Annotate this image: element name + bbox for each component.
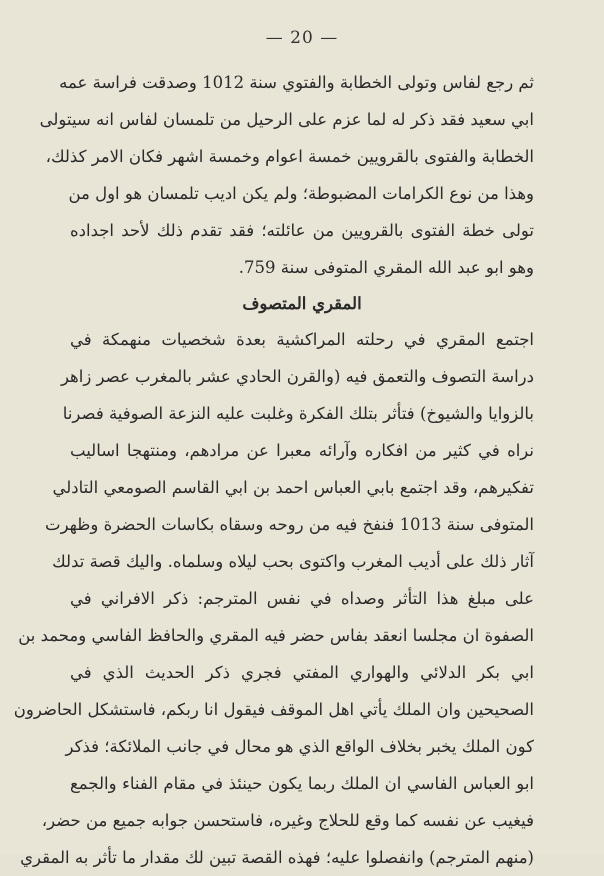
text-line: ابي بكر الدلائي والهواري المفتي فجري ذكر الحديث الذي في [70, 663, 534, 682]
text-line: وهذا من نوع الكرامات المضبوطة؛ ولم يكن اديب تلمسان هو اول من [68, 184, 534, 203]
text-line: ابو العباس الفاسي ان الملك ربما يكون حينئذ في مقام الفناء والجمع [70, 774, 534, 793]
text-line: الخطابة والفتوى بالقرويين خمسة اعوام وخمسة اشهر فكان الامر كذلك، [45, 147, 534, 166]
text-line: على مبلغ هذا التأثر وصداه في نفس المترجم: ذكر الافراني في [70, 589, 534, 608]
text-line: (منهم المترجم) وانفصلوا عليه؛ فهذه القصة تبين لك مقدار ما تأثر به المقري [20, 848, 534, 867]
text-line: ثم رجع لفاس وتولى الخطابة والفتوي سنة 1012 وصدقت فراسة عمه [59, 73, 534, 92]
text-line: آثار ذلك على أديب المغرب واكتوى بحب ليلاه وسلماه. واليك قصة تدلك [52, 552, 534, 571]
body-text [13, 64, 534, 876]
text-line: الصفوة ان مجلسا انعقد بفاس حضر فيه المقري والحافظ الفاسي ومحمد بن [18, 626, 534, 645]
page-number: — 20 — [265, 28, 339, 48]
text-line: المتوفى سنة 1013 فنفخ فيه من روحه وسقاه بكاسات الحضرة وظهرت [45, 515, 534, 534]
text-line: بالزوايا والشيوخ) فتأثر بتلك الفكرة وغلبت عليه النزعة الصوفية فصرنا [62, 404, 534, 423]
section-heading: المقري المتصوف [242, 294, 362, 313]
text-line: اجتمع المقري في رحلته المراكشية بعدة شخصيات منهمكة في [70, 330, 534, 349]
text-line: فيغيب عن نفسه كما وقع للحلاج وغيره، فاستحسن جوابه جميع من حضر، [41, 811, 534, 830]
text-line: تفكيرهم، وقد اجتمع بابي العباس احمد بن ابي القاسم الصومعي التادلي [52, 478, 534, 497]
text-line: نراه في كثير من افكاره وآرائه معبرا عن مرادهم، ومنتهجا اساليب [70, 441, 534, 460]
text-line: وهو ابو عبد الله المقري المتوفى سنة 759. [238, 258, 534, 277]
text-line: تولى خطة الفتوى بالقرويين من عائلته؛ فقد تقدم ذلك لأحد اجداده [70, 221, 534, 240]
text-line: كون الملك يخبر بخلاف الواقع الذي هو محال في جانب الملائكة؛ فذكر [65, 737, 534, 756]
text-line: الصحيحين وان الملك يأتي اهل الموقف فيقول انا ربكم، فاستشكل الحاضرون [13, 700, 534, 719]
text-line: دراسة التصوف والتعمق فيه (والقرن الحادي عشر بالمغرب عصر زاهر [60, 367, 534, 386]
text-line: ابي سعيد فقد ذكر له لما عزم على الرحيل من تلمسان لفاس انه سيتولى [39, 110, 534, 129]
